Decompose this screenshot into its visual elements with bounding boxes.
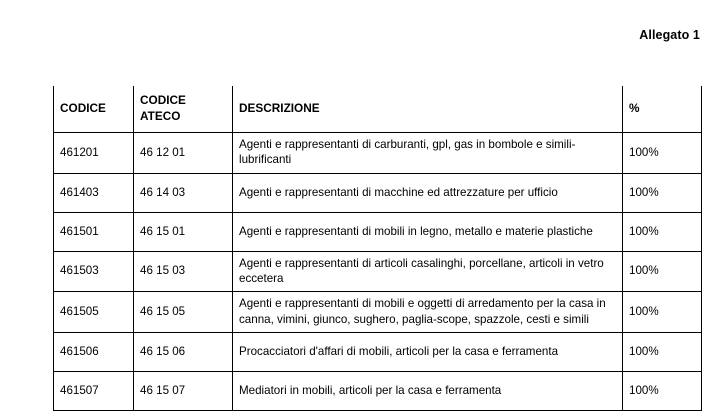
column-header-percentuale: % bbox=[623, 86, 702, 133]
column-header-descrizione: DESCRIZIONE bbox=[233, 86, 623, 133]
cell-descrizione: Agenti e rappresentanti di mobili e oggetti di arredamento per la casa in canna, vimini, giunco, sughero, paglia-scope, spazzole, cesti e simili bbox=[233, 292, 623, 333]
cell-descrizione: Agenti e rappresentanti di carburanti, gpl, gas in bombole e simili-lubrificanti bbox=[233, 133, 623, 174]
table-row bbox=[54, 371, 702, 410]
cell-codice: 461507 bbox=[54, 371, 134, 410]
cell-codice: 461501 bbox=[54, 212, 134, 251]
table-row bbox=[54, 212, 702, 251]
cell-codice-ateco: 46 15 05 bbox=[134, 292, 233, 333]
cell-codice-ateco: 46 15 03 bbox=[134, 251, 233, 292]
column-header-codice: CODICE bbox=[54, 86, 134, 133]
table-body bbox=[54, 133, 702, 411]
cell-codice-ateco: 46 15 06 bbox=[134, 332, 233, 371]
cell-codice-ateco: 46 15 01 bbox=[134, 212, 233, 251]
allegato-table-container bbox=[53, 86, 701, 411]
cell-codice: 461403 bbox=[54, 173, 134, 212]
cell-codice: 461505 bbox=[54, 292, 134, 333]
column-header-codice-ateco: CODICE ATECO bbox=[134, 86, 233, 133]
table-header-row bbox=[54, 86, 702, 133]
table-row bbox=[54, 251, 702, 292]
table-row bbox=[54, 292, 702, 333]
table-row bbox=[54, 133, 702, 174]
cell-descrizione: Agenti e rappresentanti di mobili in legno, metallo e materie plastiche bbox=[233, 212, 623, 251]
document-title: Allegato 1 bbox=[639, 28, 700, 42]
cell-descrizione: Mediatori in mobili, articoli per la casa e ferramenta bbox=[233, 371, 623, 410]
allegato-table bbox=[53, 86, 702, 411]
cell-codice-ateco: 46 12 01 bbox=[134, 133, 233, 174]
cell-percentuale: 100% bbox=[623, 251, 702, 292]
cell-descrizione: Agenti e rappresentanti di articoli casalinghi, porcellane, articoli in vetro eccetera bbox=[233, 251, 623, 292]
table-header bbox=[54, 86, 702, 133]
cell-percentuale: 100% bbox=[623, 292, 702, 333]
cell-codice-ateco: 46 14 03 bbox=[134, 173, 233, 212]
cell-percentuale: 100% bbox=[623, 133, 702, 174]
cell-percentuale: 100% bbox=[623, 212, 702, 251]
cell-codice: 461503 bbox=[54, 251, 134, 292]
cell-percentuale: 100% bbox=[623, 173, 702, 212]
cell-codice: 461201 bbox=[54, 133, 134, 174]
cell-descrizione: Agenti e rappresentanti di macchine ed attrezzature per ufficio bbox=[233, 173, 623, 212]
table-row bbox=[54, 173, 702, 212]
table-row bbox=[54, 332, 702, 371]
cell-percentuale: 100% bbox=[623, 332, 702, 371]
cell-descrizione: Procacciatori d'affari di mobili, articoli per la casa e ferramenta bbox=[233, 332, 623, 371]
cell-codice-ateco: 46 15 07 bbox=[134, 371, 233, 410]
cell-percentuale: 100% bbox=[623, 371, 702, 410]
cell-codice: 461506 bbox=[54, 332, 134, 371]
